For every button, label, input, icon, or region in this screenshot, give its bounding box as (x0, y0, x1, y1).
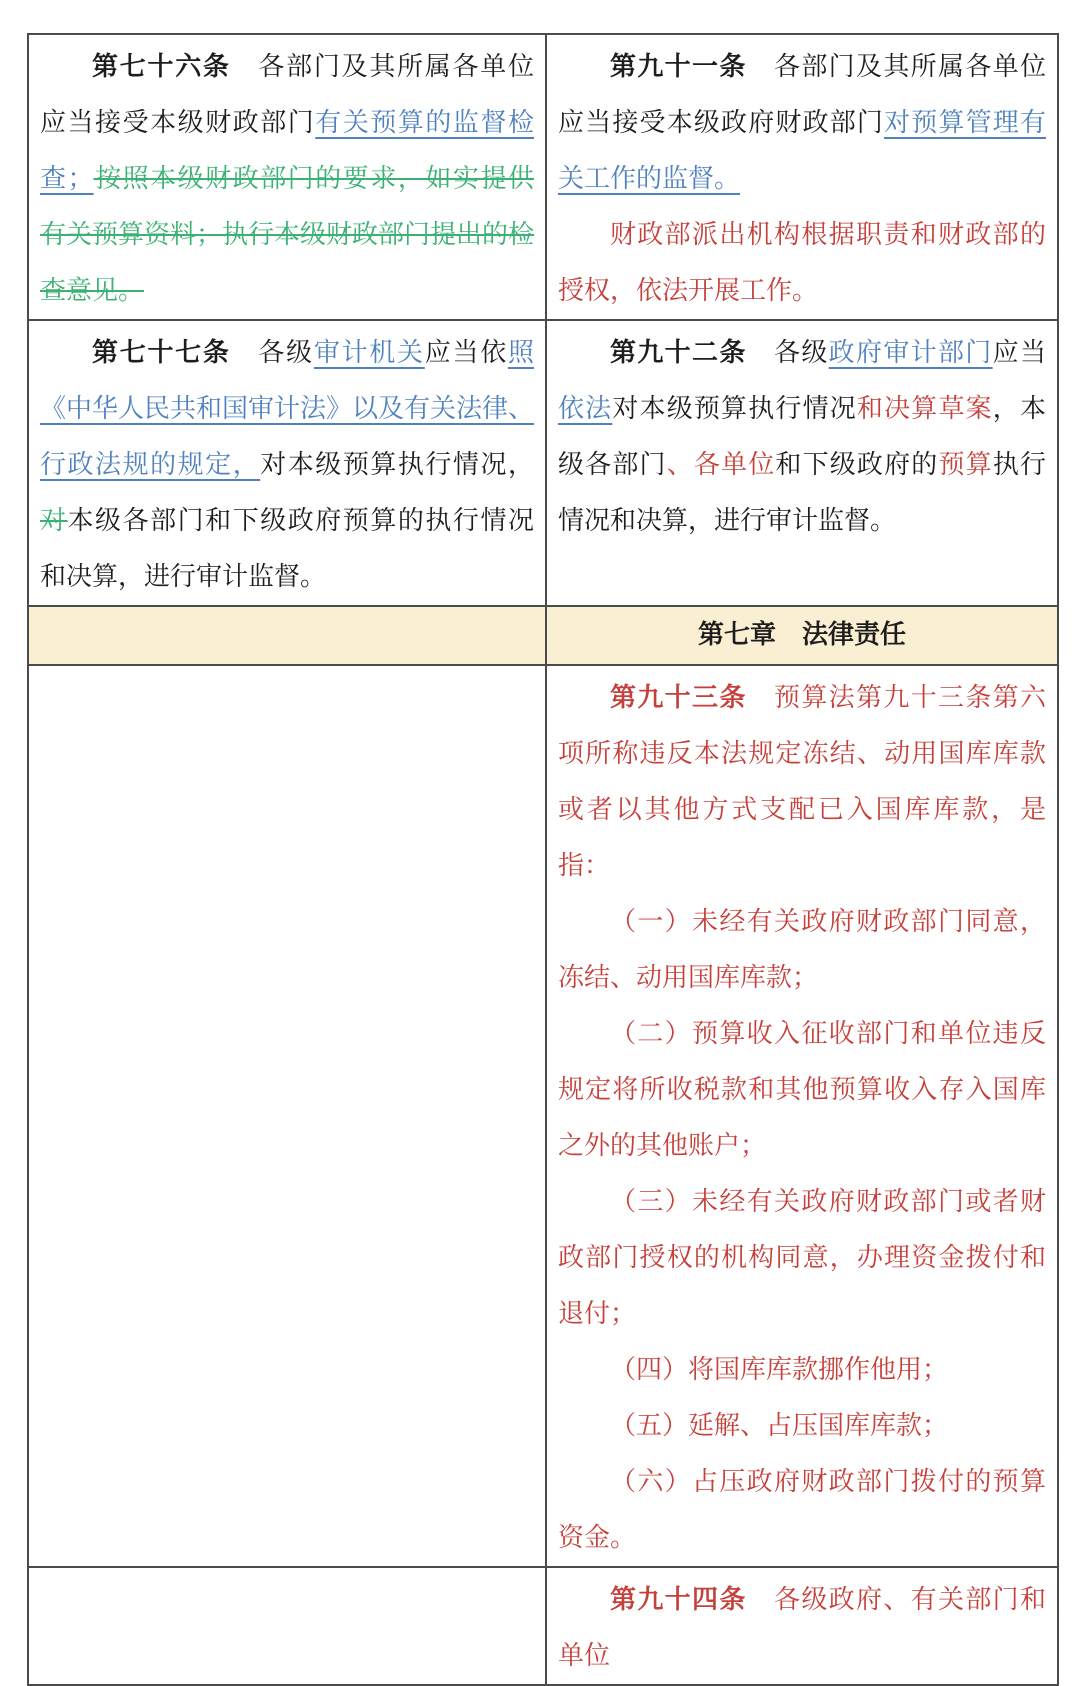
deletion-text: 对 (40, 506, 68, 535)
article-91-paragraph (558, 39, 1046, 207)
cell-article-94-left-empty (28, 1567, 546, 1685)
cell-article-77 (28, 320, 546, 606)
article-93-item-3: （三）未经有关政府财政部门或者财政部门授权的机构同意，办理资金拨付和退付； (558, 1187, 1046, 1328)
article-93-item-4: （四）将国库库款挪作他用； (610, 1355, 949, 1384)
new-text: 预算 (938, 450, 993, 479)
article-94-paragraph (558, 1572, 1046, 1684)
new-text: 和决算草案 (856, 394, 993, 423)
cell-chapter-left-empty (28, 606, 546, 665)
article-92-text: 和下级政府的 (775, 450, 939, 479)
addition-text: 审计机关 (313, 338, 425, 367)
law-comparison-table (27, 33, 1059, 1686)
addition-text: 照《中华人民共和国审计法》以及有关法律、行政法规的规定， (40, 338, 535, 479)
cell-chapter-title (546, 606, 1058, 665)
article-91-text: 各部门及其所属各单位应当接受本级政府财政部门 (558, 52, 1046, 137)
row-article-76-91 (28, 34, 1058, 320)
article-91-new-paragraph: 财政部派出机构根据职责和财政部的授权，依法开展工作。 (558, 220, 1046, 305)
article-93-item-5: （五）延解、占压国库库款； (610, 1411, 949, 1440)
chapter-title: 第七章 法律责任 (697, 620, 906, 649)
row-article-94 (28, 1567, 1058, 1685)
addition-text: 对预算管理有关工作的监督。 (558, 108, 1046, 193)
cell-article-93-left-empty (28, 665, 546, 1567)
article-92-text: 执行情况和决算，进行审计监督。 (558, 450, 1046, 535)
cell-article-91 (546, 34, 1058, 320)
article-93-item-6: （六）占压政府财政部门拨付的预算资金。 (558, 1467, 1046, 1552)
article-77-number: 第七十七条 (92, 338, 231, 367)
cell-article-76 (28, 34, 546, 320)
article-93-intro: 预算法第九十三条第六项所称违反本法规定冻结、动用国库库款或者以其他方式支配已入国库库款，是指： (558, 683, 1046, 880)
cell-article-94 (546, 1567, 1058, 1685)
article-77-text: 各级 (230, 338, 314, 367)
row-chapter-header (28, 606, 1058, 665)
article-92-text: ，本级各部门 (558, 394, 1046, 479)
article-94-text: 各级政府、有关部门和单位 (558, 1585, 1046, 1670)
article-93-number: 第九十三条 (610, 683, 747, 712)
article-92-number: 第九十二条 (610, 338, 747, 367)
article-76-paragraph (40, 39, 534, 319)
article-92-text: 应当 (992, 338, 1046, 367)
article-93-item-1: （一）未经有关政府财政部门同意，冻结、动用国库库款； (558, 907, 1046, 992)
addition-text: 依法 (558, 394, 613, 423)
cell-article-93 (546, 665, 1058, 1567)
article-77-text: 对本级预算执行情况， (260, 450, 534, 479)
article-92-paragraph (558, 325, 1046, 549)
article-92-text: 对本级预算执行情况 (612, 394, 857, 423)
article-94-number: 第九十四条 (610, 1585, 747, 1614)
article-92-text: 各级 (746, 338, 829, 367)
article-77-text: 本级各部门和下级政府预算的执行情况和决算，进行审计监督。 (40, 506, 534, 591)
row-article-93 (28, 665, 1058, 1567)
article-76-text: 各部门及其所属各单位应当接受本级财政部门 (40, 52, 534, 137)
deletion-text: 按照本级财政部门的要求，如实提供有关预算资料；执行本级财政部门提出的检查意见。 (40, 164, 535, 305)
addition-text: 政府审计部门 (828, 338, 993, 367)
article-93-item-2: （二）预算收入征收部门和单位违反规定将所收税款和其他预算收入存入国库之外的其他账户； (558, 1019, 1046, 1160)
article-77-text: 应当依 (424, 338, 508, 367)
article-77-paragraph (40, 325, 534, 605)
addition-text: 有关预算的监督检查； (40, 108, 534, 193)
article-93-paragraph (558, 670, 1046, 894)
article-76-number: 第七十六条 (92, 52, 231, 81)
new-text: 、各单位 (666, 450, 776, 479)
row-article-77-92 (28, 320, 1058, 606)
article-91-number: 第九十一条 (610, 52, 747, 81)
cell-article-92 (546, 320, 1058, 606)
